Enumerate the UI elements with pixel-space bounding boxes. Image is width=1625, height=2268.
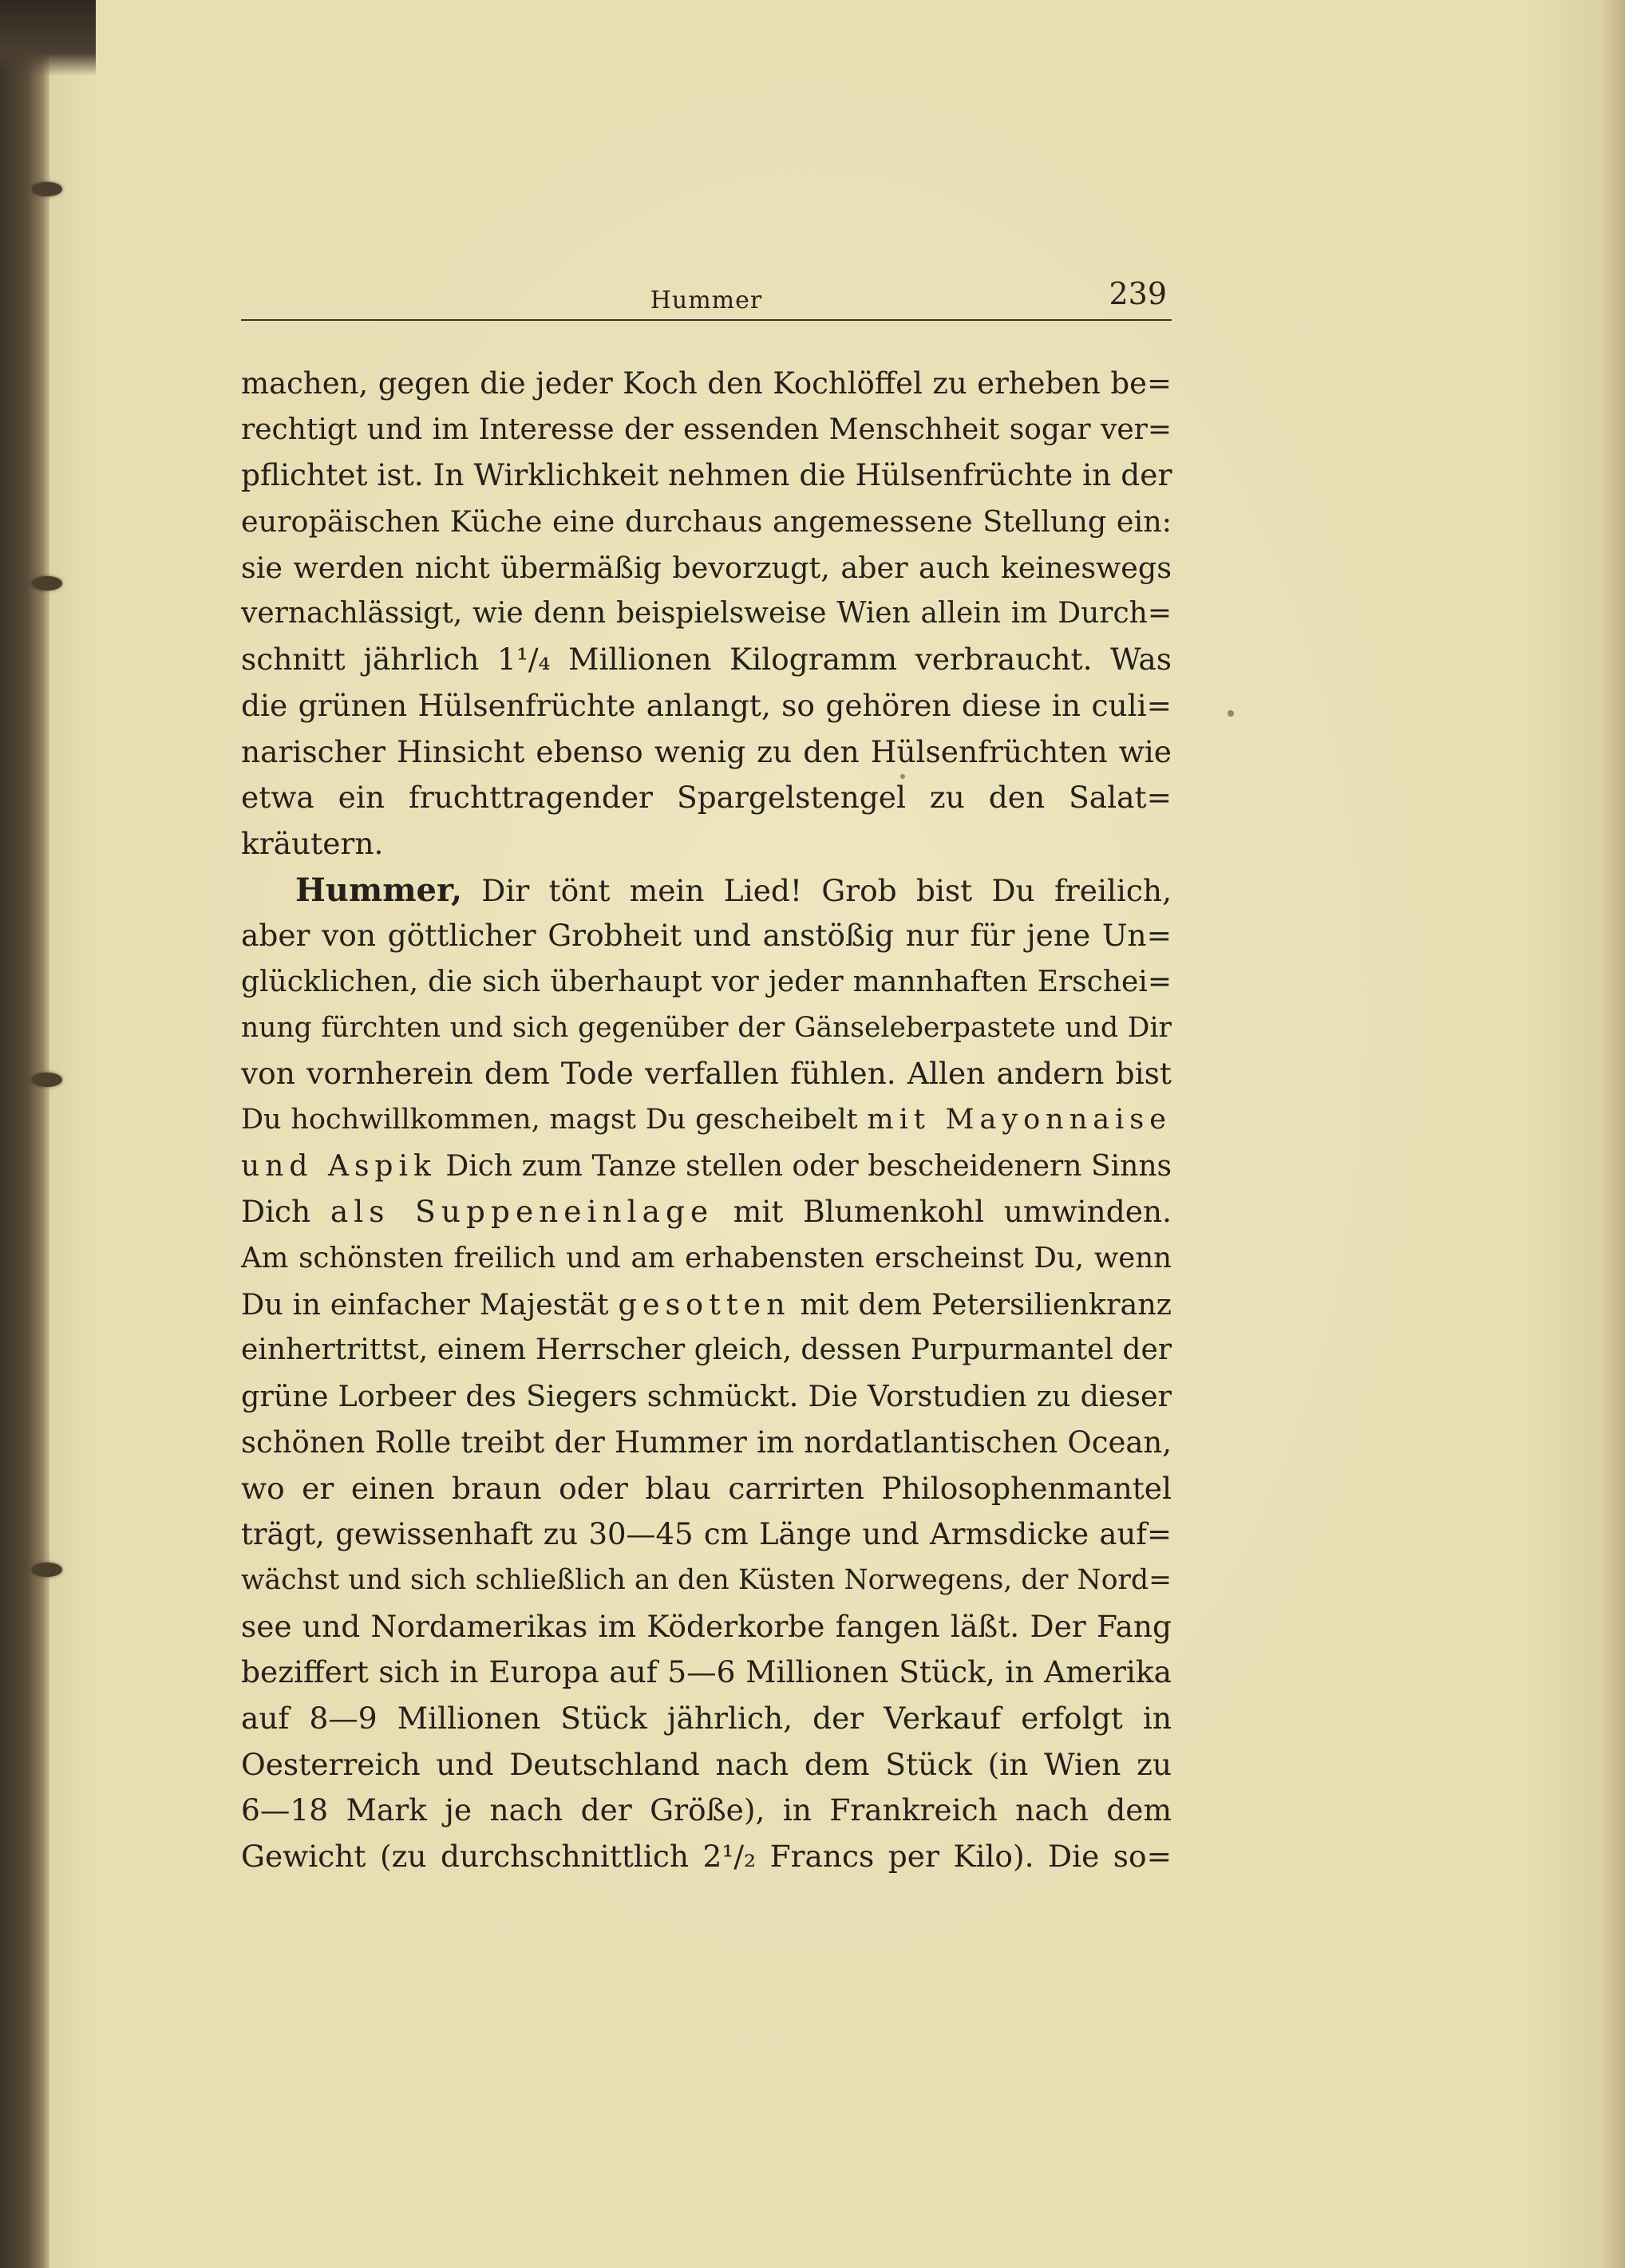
text-line: von vornherein dem Tode verfallen fühlen. Allen andern bist [241, 1056, 1172, 1092]
text-line: schnitt jährlich 1¹/₄ Millionen Kilogramm verbraucht. Was [241, 642, 1172, 678]
body-text [241, 361, 1172, 1880]
running-header [241, 270, 1172, 321]
entry-keyword: Hummer, [295, 871, 463, 909]
text-run: Du hochwillkommen, magst Du gescheibelt [241, 1104, 868, 1136]
paragraph-start [241, 867, 1172, 914]
text-line: aber von göttlicher Grobheit und anstößig nur für jene Un= [241, 918, 1172, 954]
text-line: Oesterreich und Deutschland nach dem Stück (in Wien zu [241, 1746, 1172, 1782]
spaced-text: als Suppeneinlage [330, 1194, 714, 1230]
text-line [241, 1097, 1172, 1144]
text-line: trägt, gewissenhaft zu 30—45 cm Länge und Armsdicke auf= [241, 1517, 1172, 1552]
text-line: glücklichen, die sich überhaupt vor jeder mannhaften Erschei= [241, 965, 1172, 998]
text-line: auf 8—9 Millionen Stück jährlich, der Verkauf erfolgt in [241, 1700, 1172, 1736]
text-line: wo er einen braun oder blau carrirten Philosophenmantel [241, 1470, 1172, 1506]
text-run: Dich [241, 1194, 330, 1230]
text-line: Gewicht (zu durchschnittlich 2¹/₂ Francs per Kilo). Die so= [241, 1839, 1172, 1874]
binding-tack [32, 1073, 62, 1087]
running-title: Hummer [650, 286, 763, 314]
paper-speck [1228, 710, 1234, 717]
text-line: wächst und sich schließlich an den Küsten Norwegens, der Nord= [241, 1563, 1172, 1596]
text-line: pflichtet ist. In Wirklichkeit nehmen die Hülsenfrüchte in der [241, 457, 1172, 493]
text-line: vernachlässigt, wie denn beispielsweise Wien allein im Durch= [241, 597, 1172, 630]
text-line: Am schönsten freilich und am erhabensten erscheinst Du, wenn [241, 1242, 1172, 1275]
text-line: grüne Lorbeer des Siegers schmückt. Die Vorstudien zu dieser [241, 1379, 1172, 1414]
text-run: mit Blumenkohl umwinden. [714, 1194, 1172, 1230]
text-line: machen, gegen die jeder Koch den Kochlöffel zu erheben be= [241, 366, 1172, 401]
text-line: europäischen Küche eine durchaus angemessene Stellung ein: [241, 504, 1172, 539]
spaced-text: und Aspik [241, 1149, 437, 1183]
text-line: kräutern. [241, 825, 384, 861]
text-line: einhertrittst, einem Herrscher gleich, dessen Purpurmantel der [241, 1334, 1172, 1367]
text-run: Dich zum Tanze stellen oder bescheidenern Sinns [436, 1149, 1172, 1183]
spaced-text: gesotten [618, 1286, 791, 1322]
text-run: mit dem Petersilienkranz [790, 1286, 1172, 1322]
text-line: 6—18 Mark je nach der Größe), in Frankreich nach dem [241, 1792, 1172, 1828]
text-line: beziffert sich in Europa auf 5—6 Millionen Stück, in Amerika [241, 1654, 1172, 1690]
text-line: die grünen Hülsenfrüchte anlangt, so gehören diese in culi= [241, 687, 1172, 723]
binding-tack [32, 182, 62, 196]
binding-tack [32, 1563, 62, 1577]
text-line [241, 1144, 1172, 1190]
text-line: narischer Hinsicht ebenso wenig zu den Hülsenfrüchten wie [241, 733, 1172, 769]
text-line: etwa ein fruchttragender Spargelstengel zu den Salat= [241, 780, 1172, 816]
text-line: nung fürchten und sich gegenüber der Gänseleberpastete und Dir [241, 1011, 1172, 1044]
text-run: Dir tönt mein Lied! Grob bist Du freilich, [462, 872, 1172, 908]
text-line: schönen Rolle treibt der Hummer im nordatlantischen Ocean, [241, 1424, 1172, 1460]
text-line: see und Nordamerikas im Köderkorbe fangen läßt. Der Fang [241, 1608, 1172, 1644]
binding-tack [32, 576, 62, 591]
binding-corner [0, 0, 96, 76]
spaced-text: mit Mayonnaise [867, 1104, 1172, 1136]
page-number: 239 [1109, 276, 1167, 311]
text-run: Du in einfacher Majestät [241, 1286, 619, 1322]
page-edge [1603, 0, 1625, 2268]
text-line [241, 1189, 1172, 1235]
text-line: rechtigt und im Interesse der essenden Menschheit sogar ver= [241, 413, 1172, 446]
text-line [241, 1282, 1172, 1328]
book-binding [0, 0, 49, 2268]
text-line: sie werden nicht übermäßig bevorzugt, aber auch keineswegs [241, 550, 1172, 585]
